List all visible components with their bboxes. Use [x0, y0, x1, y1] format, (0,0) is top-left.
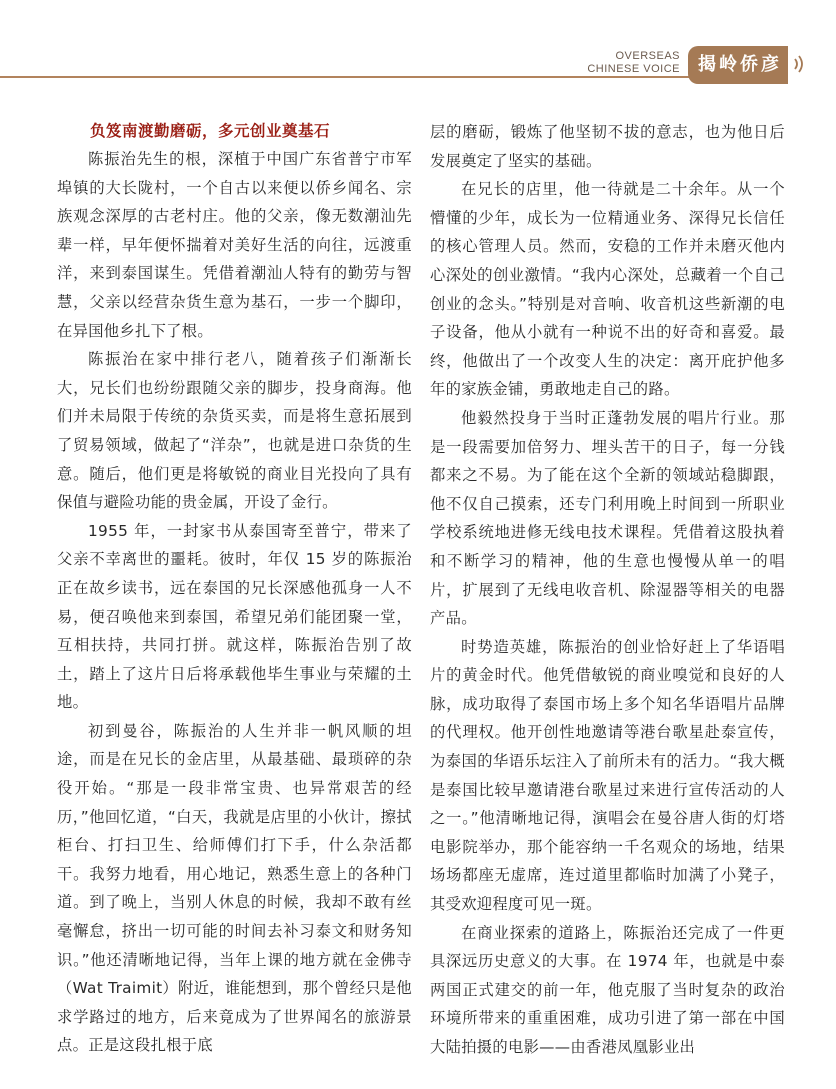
paragraph: 陈振治在家中排行老八，随着孩子们渐渐长大，兄长们也纷纷跟随父亲的脚步，投身商海。他们并未局限于传统的杂货买卖，而是将生意拓展到了贸易领域，做起了“洋杂”，也就是进口杂货的生意。随后，他们更是将敏锐的商业目光投向了具有保值与避险功能的贵金属，开设了金行。 — [57, 350, 412, 512]
brand-english — [587, 50, 680, 76]
paragraph: 他毅然投身于当时正蓬勃发展的唱片行业。那是一段需要加倍努力、埋头苦干的日子，每一分钱都来之不易。为了能在这个全新的领域站稳脚跟，他不仅自己摸索，还专门利用晚上时间到一所职业学校系统地进修无线电技术课程。凭借着这股执着和不断学习的精神，他的生意也慢慢从单一的唱片，扩展到了无线电收音机、除湿器等相关的电器产品。 — [430, 408, 785, 628]
column-brand-tab: 揭岭侨彦 — [688, 46, 788, 84]
sound-wave-icon-svg — [792, 53, 808, 75]
article-right-column — [430, 118, 785, 1062]
paragraph: 初到曼谷，陈振治的人生并非一帆风顺的坦途，而是在兄长的金店里，从最基础、最琐碎的杂役开始。“那是一段非常宝贵、也异常艰苦的经历，”他回忆道，“白天，我就是店里的小伙计，擦拭柜台、打扫卫生、给师傅们打下手，什么杂活都干。我努力地看，用心地记，熟悉生意上的各种门道。到了晚上，当别人休息的时候，我却不敢有丝毫懈怠，挤出一切可能的时间去补习泰文和财务知识。”他还清晰地记得，当年上课的地方就在金佛寺（Wat Traimit）附近，谁能想到，那个曾经只是他求学路过的地方，后来竟成为了世界闻名的旅游景点。正是这段扎根于底 — [57, 721, 412, 1055]
brand-english-line2: CHINESE VOICE — [587, 63, 680, 75]
header-divider — [0, 76, 720, 78]
sound-wave-icon — [792, 53, 808, 75]
paragraph: 在兄长的店里，他一待就是二十余年。从一个懵懂的少年，成长为一位精通业务、深得兄长信任的核心管理人员。然而，安稳的工作并未磨灭他内心深处的创业激情。“我内心深处，总藏着一个自己创业的念头。”特别是对音响、收音机这些新潮的电子设备，他从小就有一种说不出的好奇和喜爱。最终，他做出了一个改变人生的决定：离开庇护他多年的家族金铺，勇敢地走自己的路。 — [430, 180, 785, 399]
paragraph-continued: 层的磨砺，锻炼了他坚韧不拔的意志，也为他日后发展奠定了坚实的基础。 — [430, 123, 785, 170]
paragraph: 时势造英雄，陈振治的创业恰好赶上了华语唱片的黄金时代。他凭借敏锐的商业嗅觉和良好的人脉，成功取得了泰国市场上多个知名华语唱片品牌的代理权。他开创性地邀请等港台歌星赴泰宣传，为泰国的华语乐坛注入了前所未有的活力。“我大概是泰国比较早邀请港台歌星过来进行宣传活动的人之一。”他清晰地记得，演唱会在曼谷唐人街的灯塔电影院举办，那个能容纳一千名观众的场地，结果场场都座无虚席，连过道里都临时加满了小凳子，其受欢迎程度可见一斑。 — [430, 637, 785, 914]
paragraph: 1955 年，一封家书从泰国寄至普宁，带来了父亲不幸离世的噩耗。彼时，年仅 15 岁的陈振治正在故乡读书，远在泰国的兄长深感他孤身一人不易，便召唤他来到泰国，希望兄弟们能团聚一堂，互相扶持，共同打拼。就这样，陈振治告别了故土，踏上了这片日后将承载他毕生事业与荣耀的土地。 — [57, 521, 412, 712]
brand-english-line1: OVERSEAS — [615, 50, 680, 62]
paragraph: 陈振治先生的根，深植于中国广东省普宁市军埠镇的大长陇村，一个自古以来便以侨乡闻名、宗族观念深厚的古老村庄。他的父亲，像无数潮汕先辈一样，早年便怀揣着对美好生活的向往，远渡重洋，来到泰国谋生。凭借着潮汕人特有的勤劳与智慧，父亲以经营杂货生意为基石，一步一个脚印，在异国他乡扎下了根。 — [57, 150, 412, 340]
section-title: 负笈南渡勤磨砺，多元创业奠基石 — [90, 122, 331, 140]
article-left-column — [57, 118, 412, 1060]
paragraph: 在商业探索的道路上，陈振治还完成了一件更具深远历史意义的大事。在 1974 年，也就是中泰两国正式建交的前一年，他克服了当时复杂的政治环境所带来的重重困难，成功引进了第一部在中国大陆拍摄的电影——由香港凤凰影业出 — [430, 923, 785, 1056]
